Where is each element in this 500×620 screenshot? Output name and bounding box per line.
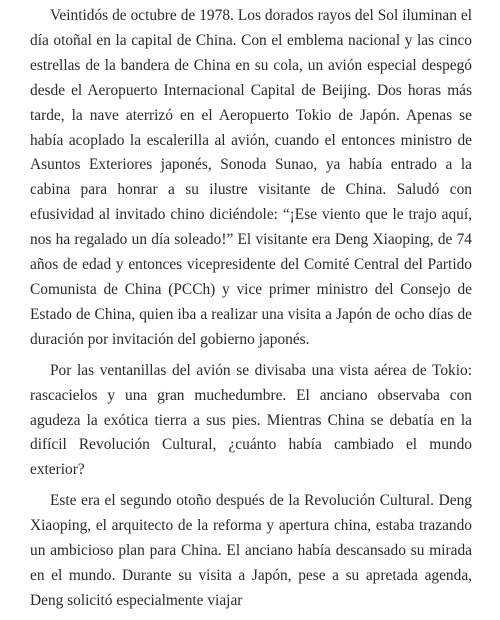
paragraph: Este era el segundo otoño después de la Revolución Cultural. Deng Xiaoping, el arquitecto de la reforma y apertura china, estaba trazando un ambicioso plan para China. El anciano había descansado su mirada en el mundo. Durante su visita a Japón, pese a su apretada agenda, Deng solicitó especialmente viajar (30, 492, 472, 609)
body-text (30, 0, 472, 620)
paragraph: Por las ventanillas del avión se divisaba una vista aérea de Tokio: rascacielos y una gran muchedumbre. El anciano observaba con agudeza la exótica tierra a sus pies. Mientras China se debatía en la difícil Revolución Cultural, ¿cuánto había cambiado el mundo exterior? (30, 361, 472, 479)
paragraph: Veintidós de octubre de 1978. Los dorados rayos del Sol iluminan el día otoñal en la capital de China. Con el emblema nacional y las cinco estrellas de la bandera de China en su cola, un avión especial despegó desde el Aeropuerto Internacional Capital de Beijing. Dos horas más tarde, la nave aterrizó en el Aeropuerto Tokio de Japón. Apenas se había acoplado la escalerilla al avión, cuando el entonces ministro de Asuntos Exteriores japonés, Sonoda Sunao, ya había entrado a la cabina para honrar a su ilustre visitante de China. Saludó con efusividad al invitado chino diciéndole: “¡Ese viento que le trajo aquí, nos ha regalado un día soleado!” El visitante era Deng Xiaoping, de 74 años de edad y entonces vicepresidente del Comité Central del Partido Comunista de China (PCCh) y vice primer ministro del Consejo de Estado de China, quien iba a realizar una visita a Japón de ocho días de duración por invitación del gobierno japonés. (30, 7, 472, 348)
